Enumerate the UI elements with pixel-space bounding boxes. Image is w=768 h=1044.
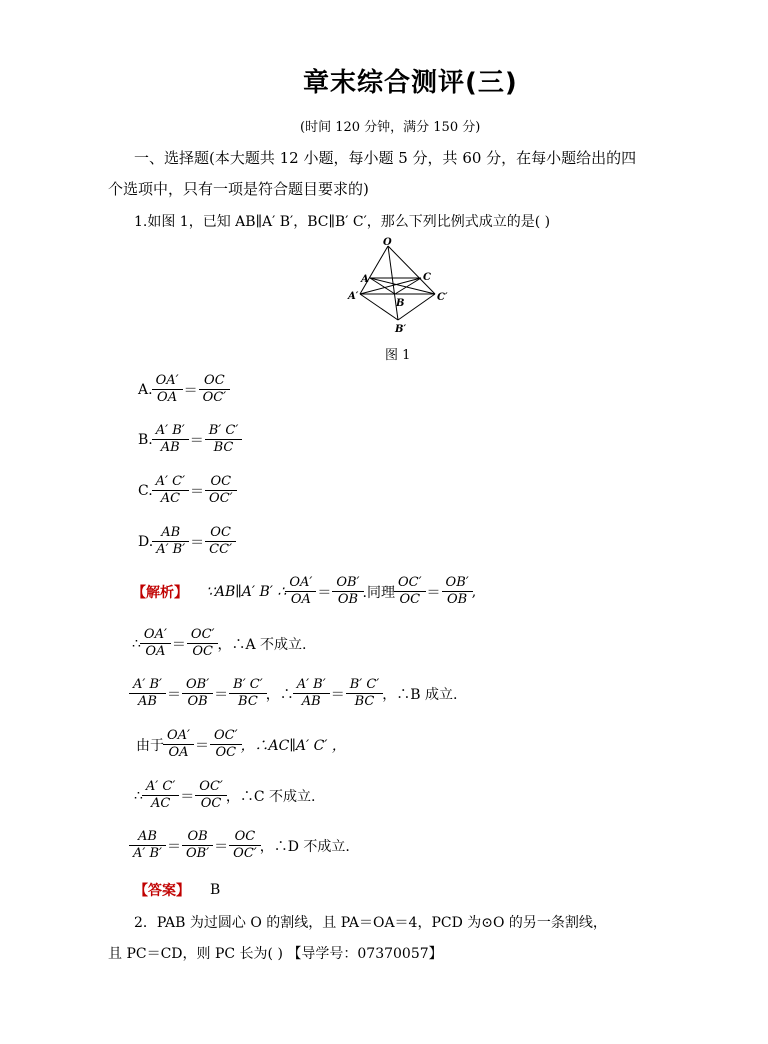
page-subtitle: (时间 120 分钟，满分 150 分)	[300, 120, 481, 135]
label-a-prime: A′	[348, 291, 359, 302]
label-a: A	[361, 274, 369, 285]
answer-value: B	[210, 882, 221, 898]
label-o: O	[383, 237, 392, 248]
question-1-stem: 1.如图 1，已知 AB∥A′ B′，BC∥B′ C′，那么下列比例式成立的是( )	[134, 214, 551, 230]
option-a: A. $\frac{OA'}{OA}$ ＝ $\frac{OC}{OC'}$	[138, 374, 229, 406]
figure-1-diagram	[345, 236, 455, 336]
option-b-right-fraction: $\frac{B' C'}{BC}$	[207, 424, 241, 456]
analysis-tag: 【解析】	[132, 584, 188, 601]
option-c: C. $\frac{A' C'}{AC}$ ＝ $\frac{OC}{OC'}$	[138, 475, 236, 507]
edge-c-b	[395, 278, 421, 294]
edge-a-prime-b-prime	[360, 294, 398, 320]
option-a-letter: A.	[138, 381, 153, 398]
option-d-right-fraction: $\frac{OC}{CC'}$	[207, 526, 234, 558]
analysis-line-4: 由于 $\frac{OA'}{OA}$ ＝ $\frac{OC'}{OC}$ ，∴AC∥A′ C′ ，	[136, 728, 346, 760]
option-b-left-fraction: $\frac{A' B'}{AB}$	[154, 424, 187, 456]
option-d-left-fraction: $\frac{AB}{A' B'}$	[154, 526, 187, 558]
label-b-prime: B′	[395, 324, 407, 335]
analysis-line-3: $\frac{A' B'}{AB}$ ＝ $\frac{OB'}{OB}$ ＝ $\frac{B' C'}{BC}$ ，∴ $\frac{A' B'}{AB}$ ＝ $\frac{B' C'}{BC}$ ，∴B 成立.	[130, 678, 457, 710]
option-c-letter: C.	[138, 482, 153, 499]
answer-tag: 【答案】	[134, 883, 190, 899]
question-2-line1: 2．PAB 为过圆心 O 的割线，且 PA＝OA＝4，PCD 为⊙O 的另一条割线，	[134, 915, 607, 931]
section-instruction-line2: 个选项中，只有一项是符合题目要求的)	[108, 180, 369, 198]
option-a-right-fraction: $\frac{OC}{OC'}$	[201, 374, 229, 406]
label-c-prime: C′	[437, 292, 448, 303]
option-d: D. $\frac{AB}{A' B'}$ ＝ $\frac{OC}{CC'}$	[138, 526, 235, 558]
analysis-line-2: ∴ $\frac{OA'}{OA}$ ＝ $\frac{OC'}{OC}$ ，∴A 不成立.	[132, 627, 307, 659]
label-c: C	[423, 272, 431, 283]
figure-1-caption: 图 1	[385, 348, 411, 363]
analysis-line-1: 【解析】 ∵AB∥A′ B′ ∴ $\frac{OA'}{OA}$ ＝ $\frac{OB'}{OB}$ .同理 $\frac{OC'}{OC}$ ＝ $\frac{OB'}{OB}$ ,	[132, 575, 477, 607]
edge-o-c-prime	[388, 246, 435, 294]
analysis-line-5: ∴ $\frac{A' C'}{AC}$ ＝ $\frac{OC'}{OC}$ ，∴C 不成立.	[134, 779, 316, 811]
figure-1	[345, 236, 455, 336]
option-a-left-fraction: $\frac{OA'}{OA}$	[154, 374, 181, 406]
analysis-line-6: $\frac{AB}{A' B'}$ ＝ $\frac{OB}{OB'}$ ＝ $\frac{OC}{OC'}$ ，∴D 不成立.	[130, 830, 350, 862]
section-instruction-line1: 一、选择题(本大题共 12 小题，每小题 5 分，共 60 分，在每小题给出的四	[134, 149, 637, 167]
option-b-letter: B.	[138, 431, 153, 448]
option-c-left-fraction: $\frac{A' C'}{AC}$	[154, 475, 187, 507]
label-b: B	[396, 298, 405, 309]
option-c-right-fraction: $\frac{OC}{OC'}$	[207, 475, 235, 507]
question-2-line2: 且 PC＝CD，则 PC 长为( ) 【导学号：07370057】	[108, 946, 443, 962]
option-b: B. $\frac{A' B'}{AB}$ ＝ $\frac{B' C'}{BC}$	[138, 424, 241, 456]
page-title: 章末综合测评(三)	[303, 68, 518, 98]
answer-line	[134, 880, 220, 900]
option-d-letter: D.	[138, 533, 154, 550]
